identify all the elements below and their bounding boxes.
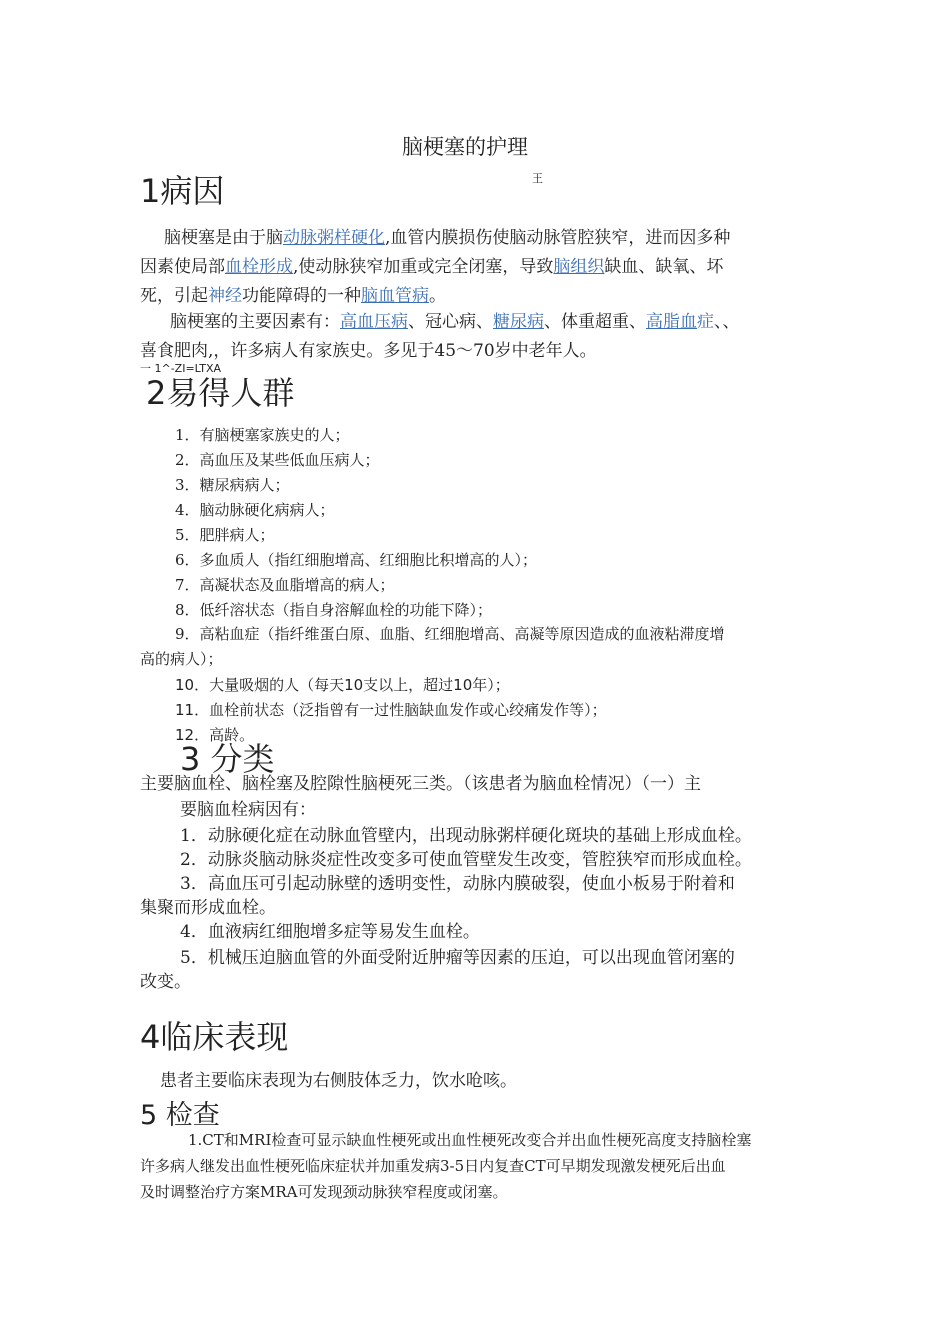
- link-nerve[interactable]: 神经: [208, 286, 242, 306]
- section-1-paragraph-1: 脑梗塞是由于脑动脉粥样硬化,血管内膜损伤使脑动脉管腔狭窄，进而因多种 因素使局部血栓形成,使动脉狭窄加重或完全闭塞，导致脑组织缺血、缺氧、坏 死，引起神经功能障碍的一种脑血管病。: [140, 228, 731, 306]
- list-item: 改变。: [140, 972, 191, 992]
- list-item: 5．肥胖病人；: [175, 526, 275, 544]
- stray-mark-2: 一 1^-ZI=LTXA: [140, 362, 222, 375]
- list-item: 4．脑动脉硬化病病人；: [175, 501, 335, 519]
- list-item: 1．有脑梗塞家族史的人；: [175, 426, 350, 444]
- list-item: 2．高血压及某些低血压病人；: [175, 451, 380, 469]
- section-4-text: 患者主要临床表现为右侧肢体乏力，饮水呛咳。: [160, 1071, 517, 1091]
- stray-mark: 王: [532, 172, 543, 185]
- page-title: 脑梗塞的护理: [402, 135, 528, 159]
- section-5-heading: 5 检查: [140, 1100, 220, 1131]
- section-3-intro-cont: 要脑血栓病因有：: [180, 800, 316, 820]
- link-atherosclerosis[interactable]: 动脉粥样硬化: [283, 228, 385, 248]
- section-5-line: 及时调整治疗方案MRA可发现颈动脉狭窄程度或闭塞。: [140, 1183, 508, 1201]
- list-item: 5．机械压迫脑血管的外面受附近肿瘤等因素的压迫，可以出现血管闭塞的: [180, 948, 735, 968]
- section-5-line: 许多病人继发出血性梗死临床症状并加重发病3-5日内复查CT可早期发现激发梗死后出血: [140, 1157, 726, 1175]
- section-3-intro: 主要脑血栓、脑栓塞及腔隙性脑梗死三类。（该患者为脑血栓情况）（一）主: [140, 774, 701, 794]
- link-hyperlipidemia[interactable]: 高脂血: [646, 312, 697, 332]
- list-item: 9．高粘血症（指纤维蛋白原、血脂、红细胞增高、高凝等原因造成的血液粘滞度增: [175, 625, 725, 643]
- section-1-heading: 1病因: [140, 172, 225, 210]
- list-item: 3．糖尿病病人；: [175, 476, 290, 494]
- list-item: 集聚而形成血栓。: [140, 898, 276, 918]
- section-2-heading: 2易得人群: [146, 374, 295, 412]
- list-item: 6．多血质人（指红细胞增高、红细胞比积增高的人）；: [175, 551, 538, 569]
- list-item: 1．动脉硬化症在动脉血管壁内，出现动脉粥样硬化斑块的基础上形成血栓。: [180, 826, 752, 846]
- list-item: 高的病人）；: [140, 650, 223, 668]
- link-cerebrovascular[interactable]: 脑血管病: [361, 286, 429, 306]
- link-hypertension[interactable]: 高血压病: [340, 312, 408, 332]
- section-5-line: 1.CT和MRI检查可显示缺血性梗死或出血性梗死改变合并出血性梗死高度支持脑栓塞: [188, 1131, 752, 1149]
- section-4-heading: 4临床表现: [140, 1018, 289, 1056]
- link-brain-tissue[interactable]: 脑组织: [553, 257, 605, 277]
- list-item: 12．高龄。: [175, 726, 255, 744]
- section-3-heading: 3 分类: [180, 740, 275, 778]
- list-item: 7．高凝状态及血脂增高的病人；: [175, 576, 395, 594]
- list-item: 2．动脉炎脑动脉炎症性改变多可使血管壁发生改变，管腔狭窄而形成血栓。: [180, 850, 752, 870]
- list-item: 10．大量吸烟的人（每天10支以上，超过10年）；: [175, 676, 510, 694]
- link-thrombosis[interactable]: 血栓形成: [225, 257, 293, 277]
- list-item: 8．低纤溶状态（指自身溶解血栓的功能下降）；: [175, 601, 493, 619]
- list-item: 3．高血压可引起动脉壁的透明变性，动脉内膜破裂，使血小板易于附着和: [180, 874, 735, 894]
- list-item: 4．血液病红细胞增多症等易发生血栓。: [180, 922, 480, 942]
- list-item: 11．血栓前状态（泛指曾有一过性脑缺血发作或心绞痛发作等）；: [175, 701, 607, 719]
- section-1-paragraph-2: 脑梗塞的主要因素有：高血压病、冠心病、糖尿病、体重超重、高脂血症、、 喜食肥肉,，许多病人有家族史。多见于45〜70岁中老年人。: [140, 312, 740, 361]
- link-diabetes[interactable]: 糖尿病: [493, 312, 544, 332]
